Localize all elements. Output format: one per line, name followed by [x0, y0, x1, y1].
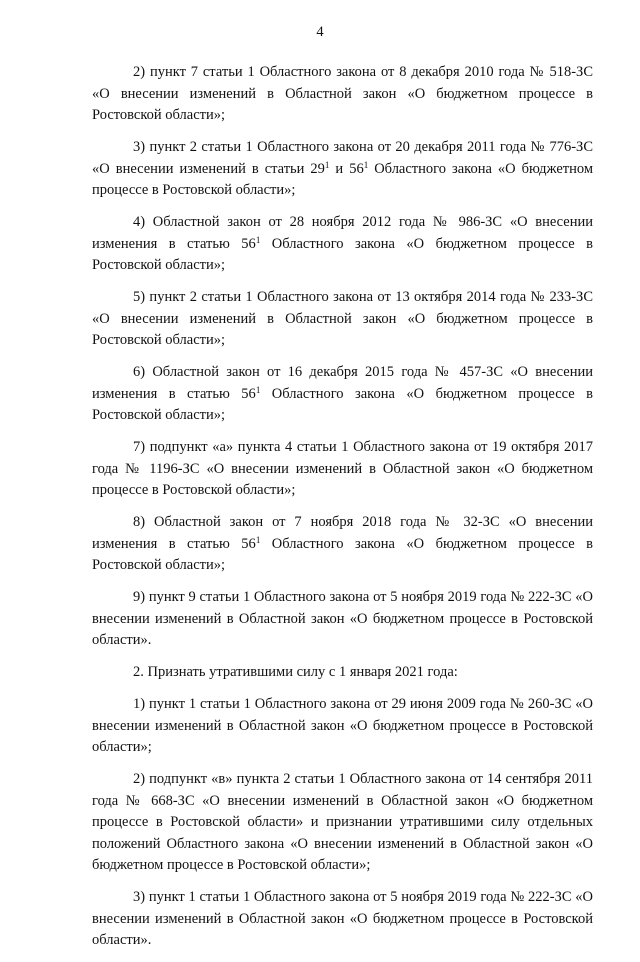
- paragraph-text: 1) пункт 1 статьи 1 Областного закона от 29 июня 2009 года № 260-ЗС «О внесении изменений в Областной закон «О бюджетном процессе в Ростовской области»;: [92, 696, 593, 755]
- paragraph-text: Областного закона «О бюджетном процессе в Ростовской области»;: [92, 535, 593, 573]
- paragraph-text: 9) пункт 9 статьи 1 Областного закона от 5 ноября 2019 года № 222-ЗС «О внесении изменений в Областной закон «О бюджетном процессе в Ростовской области».: [92, 589, 593, 648]
- paragraph-text: Областного закона «О бюджетном процессе в Ростовской области»;: [92, 385, 593, 423]
- list-item: [92, 137, 593, 202]
- paragraph-text: 8) Областной закон от 7 ноября 2018 года № 32-ЗС «О внесении изменения в статью 56: [92, 514, 593, 552]
- list-item: [92, 512, 593, 577]
- paragraph-text: 2) подпункт «в» пункта 2 статьи 1 Областного закона от 14 сентября 2011 года № 668-ЗС «О внесении изменений в Областной закон «О бюджетном процессе в Ростовской области» и признании утратившими силу отдельных положений Областного закона «О внесении изменений в Областной закон «О бюджетном процессе в Ростовской области»;: [92, 771, 593, 873]
- list-item: [92, 769, 593, 877]
- list-item: [92, 212, 593, 277]
- superscript: 1: [324, 159, 330, 170]
- paragraph-text: 2) пункт 7 статьи 1 Областного закона от 8 декабря 2010 года № 518-ЗС «О внесении изменений в Областной закон «О бюджетном процессе в Ростовской области»;: [92, 64, 593, 123]
- page-number: 4: [316, 24, 324, 40]
- list-item: [92, 887, 593, 952]
- paragraph-text: Областного закона «О бюджетном процессе в Ростовской области»;: [92, 235, 593, 273]
- paragraph-text: 4) Областной закон от 28 ноября 2012 года № 986-ЗС «О внесении изменения в статью 56: [92, 214, 593, 252]
- paragraph-text: 2. Признать утратившими силу с 1 января 2021 года:: [133, 664, 458, 680]
- list-item: [92, 62, 593, 127]
- section-heading: [92, 662, 593, 684]
- list-item: [92, 437, 593, 502]
- paragraph-text: 3) пункт 1 статьи 1 Областного закона от 5 ноября 2019 года № 222-ЗС «О внесении изменений в Областной закон «О бюджетном процессе в Ростовской области».: [92, 889, 593, 948]
- paragraph-text: Областного закона «О бюджетном процессе в Ростовской области»;: [92, 160, 594, 198]
- paragraph-text: 5) пункт 2 статьи 1 Областного закона от 13 октября 2014 года № 233-ЗС «О внесении изменений в Областной закон «О бюджетном процессе в Ростовской области»;: [92, 289, 593, 348]
- superscript: 1: [255, 534, 261, 545]
- paragraph-text: 3) пункт 2 статьи 1 Областного закона от 20 декабря 2011 года № 776-ЗС «О внесении изменений в статьи 29: [92, 139, 593, 177]
- superscript: 1: [255, 234, 261, 245]
- paragraph-text: 6) Областной закон от 16 декабря 2015 года № 457-ЗС «О внесении изменения в статью 56: [92, 364, 593, 402]
- paragraph-text: 7) подпункт «а» пункта 4 статьи 1 Областного закона от 19 октября 2017 года № 1196-ЗС «О внесении изменений в Областной закон «О бюджетном процессе в Ростовской области»;: [92, 439, 593, 498]
- paragraph-text: и 56: [329, 160, 364, 177]
- list-item: [92, 287, 593, 352]
- list-item: [92, 694, 593, 759]
- document-body: [92, 62, 593, 962]
- superscript: 1: [363, 159, 369, 170]
- list-item: [92, 587, 593, 652]
- list-item: [92, 362, 593, 427]
- superscript: 1: [255, 384, 261, 395]
